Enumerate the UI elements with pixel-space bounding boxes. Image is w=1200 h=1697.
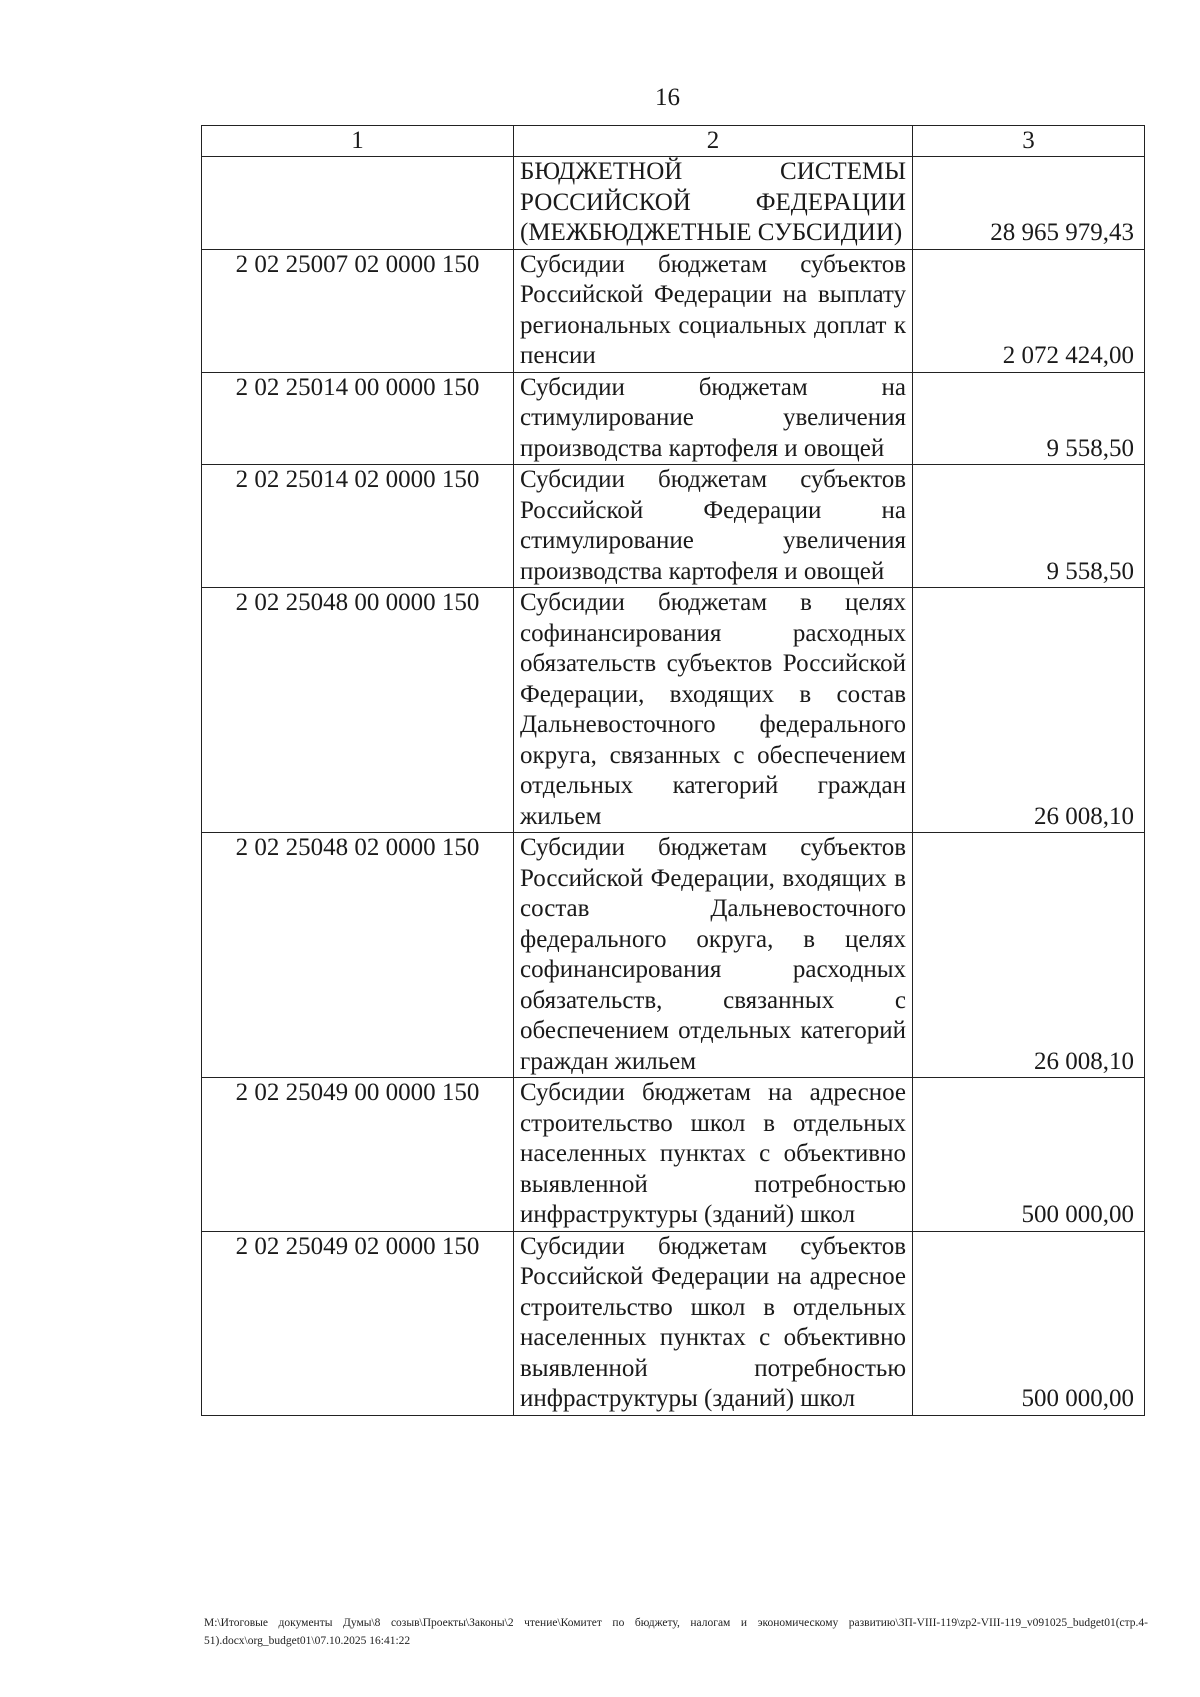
row-amount: 28 965 979,43 xyxy=(913,157,1145,250)
row-code: 2 02 25048 00 0000 150 xyxy=(202,588,514,833)
row-amount: 500 000,00 xyxy=(913,1078,1145,1232)
row-description: Субсидии бюджетам субъектов Российской Федерации, входящих в состав Дальневосточного федерального округа, в целях софинансирования расходных обязательств, связанных с обеспечением отдельных категорий граждан жильем xyxy=(514,833,913,1078)
table-row xyxy=(202,249,1145,372)
row-amount: 26 008,10 xyxy=(913,833,1145,1078)
row-description: Субсидии бюджетам на стимулирование увеличения производства картофеля и овощей xyxy=(514,372,913,465)
table-row xyxy=(202,833,1145,1078)
row-amount: 2 072 424,00 xyxy=(913,249,1145,372)
row-description: Субсидии бюджетам субъектов Российской Федерации на адресное строительство школ в отдельных населенных пунктах с объективно выявленной потребностью инфраструктуры (зданий) школ xyxy=(514,1231,913,1415)
row-amount: 500 000,00 xyxy=(913,1231,1145,1415)
row-code: 2 02 25014 02 0000 150 xyxy=(202,465,514,588)
row-amount: 9 558,50 xyxy=(913,465,1145,588)
row-code xyxy=(202,157,514,250)
page-number: 16 xyxy=(655,84,680,111)
table-row xyxy=(202,1078,1145,1232)
row-description: Субсидии бюджетам субъектов Российской Федерации на выплату региональных социальных доплат к пенсии xyxy=(514,249,913,372)
row-code: 2 02 25014 00 0000 150 xyxy=(202,372,514,465)
column-header-amount: 3 xyxy=(913,126,1145,157)
row-description: Субсидии бюджетам субъектов Российской Федерации на стимулирование увеличения производства картофеля и овощей xyxy=(514,465,913,588)
row-code: 2 02 25048 02 0000 150 xyxy=(202,833,514,1078)
table-row xyxy=(202,372,1145,465)
table-row xyxy=(202,1231,1145,1415)
row-amount: 26 008,10 xyxy=(913,588,1145,833)
budget-table xyxy=(201,125,1145,1416)
row-amount: 9 558,50 xyxy=(913,372,1145,465)
row-code: 2 02 25007 02 0000 150 xyxy=(202,249,514,372)
row-description: Субсидии бюджетам на адресное строительство школ в отдельных населенных пунктах с объективно выявленной потребностью инфраструктуры (зданий) школ xyxy=(514,1078,913,1232)
row-code: 2 02 25049 00 0000 150 xyxy=(202,1078,514,1232)
row-description: БЮДЖЕТНОЙ СИСТЕМЫ РОССИЙСКОЙ ФЕДЕРАЦИИ (МЕЖБЮДЖЕТНЫЕ СУБСИДИИ) xyxy=(514,157,913,250)
table-row xyxy=(202,588,1145,833)
table-header-row xyxy=(202,126,1145,157)
document-path-footer: M:\Итоговые документы Думы\8 созыв\Проекты\Законы\2 чтение\Комитет по бюджету, налогам и экономическому развитию\ЗП-VIII-119\zp2-VIII-119_v091025_budget01(стр.4-51).docx\org_budget01\07.10.2025 16:41:22 xyxy=(204,1617,1148,1647)
row-code: 2 02 25049 02 0000 150 xyxy=(202,1231,514,1415)
table-row xyxy=(202,157,1145,250)
table-row xyxy=(202,465,1145,588)
column-header-description: 2 xyxy=(514,126,913,157)
row-description: Субсидии бюджетам в целях софинансирования расходных обязательств субъектов Российской Федерации, входящих в состав Дальневосточного федерального округа, связанных с обеспечением отдельных категорий граждан жильем xyxy=(514,588,913,833)
column-header-code: 1 xyxy=(202,126,514,157)
